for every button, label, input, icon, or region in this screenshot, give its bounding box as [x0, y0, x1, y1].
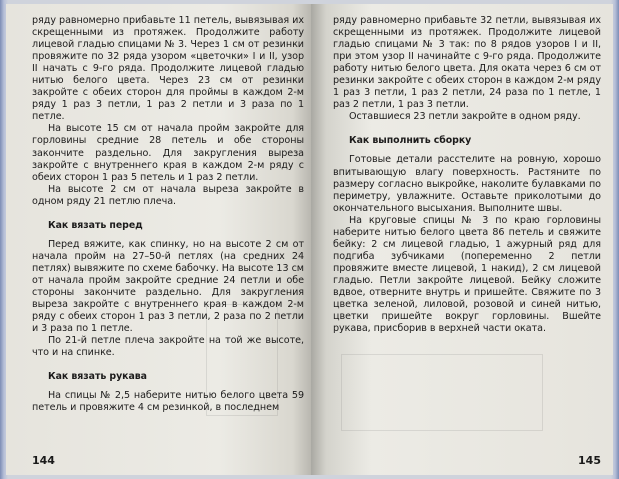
paragraph: На высоте 15 см от начала пройм закройте для горловины средние 28 петель и обе стороны закончите раздельно. Для закругления выреза закройте с внутреннего края в каждом 2-м ряду с обеих сторон 1 раз 5 петель и 1 раз 2 петли.: [32, 123, 304, 183]
paragraph: По 21-й петле плеча закройте на той же высоте, что и на спинке.: [32, 335, 304, 359]
page-number: 145: [578, 454, 601, 467]
paragraph: Оставшиеся 23 петли закройте в одном ряду.: [349, 111, 581, 123]
section-heading-assembly: Как выполнить сборку: [349, 135, 472, 147]
paragraph: На спицы № 2,5 наберите нитью белого цвета 59 петель и провяжите 4 см резинкой, в последнем: [32, 390, 304, 414]
left-page: [6, 4, 311, 475]
right-page: [311, 4, 613, 475]
section-heading-front: Как вязать перед: [48, 219, 143, 231]
left-page-text: [32, 15, 304, 414]
paragraph: Перед вяжите, как спинку, но на высоте 2 см от начала пройм на 27–50-й петлях (на средних 24 петлях) вывяжите по схеме бабочку. На высоте 13 см от начала пройм закройте средние 24 петли и обе стороны закончите раздельно. Для закругления выреза закройте с внутреннего края в каждом 2-м ряду с обеих сторон 1 раз 3 петли, 2 раза по 2 петли и 3 раза по 1 петле.: [32, 238, 304, 335]
paragraph: ряду равномерно прибавьте 11 петель, вывязывая их скрещенными из протяжек. Продолжите работу лицевой гладью спицами № 3. Через 1 см от резинки провяжите по 32 ряда узором «цветочки» I и II, узор II начать с 9-го ряда. Продолжите лицевой гладью нитью белого цвета. Через 23 см от резинки закройте с обеих сторон для проймы в каждом 2-м ряду 1 раз 3 петли, 1 раз 2 петли и 3 раза по 1 петле.: [32, 15, 304, 123]
show-through-illustration: [341, 354, 543, 431]
section-heading-sleeve: Как вязать рукава: [48, 371, 147, 383]
paragraph: ряду равномерно прибавьте 32 петли, вывязывая их скрещенными из протяжек. Продолжите лицевой гладью спицами № 3 так: по 8 рядов узоров I и II, при этом узор II начинайте с 9-го ряда. Продолжите работу нитью белого цвета. Для оката через 6 см от резинки закройте с обеих сторон в каждом 2-м ряду 1 раз 3 петли, 1 раз 2 петли, 24 раза по 1 петле, 1 раз 2 петли, 1 раз 3 петли.: [333, 15, 601, 111]
paragraph: На высоте 2 см от начала выреза закройте в одном ряду 21 петлю плеча.: [32, 183, 304, 207]
right-page-text: [333, 15, 601, 335]
page-number: 144: [32, 454, 55, 467]
paragraph: Готовые детали расстелите на ровную, хорошо впитывающую влагу поверхность. Растяните по размеру согласно выкройке, наколите булавками по периметру, увлажните. Оставьте приколотыми до окончательного высыхания. Выполните швы.: [333, 154, 601, 214]
paragraph: На круговые спицы № 3 по краю горловины наберите нитью белого цвета 86 петель и свяжите бейку: 2 см лицевой гладью, 1 ажурный ряд для подгиба зубчиками (попеременно 2 петли провяжите вместе лицевой, 1 накид), 2 см лицевой гладью. Петли закройте лицевой. Бейку сложите вдвое, отверните внутрь и пришейте. Свяжите по 3 цветка зеленой, лиловой, розовой и синей нитью, цветки пришейте вокруг горловины. Вшейте рукава, присборив в верхней части оката.: [333, 214, 601, 335]
